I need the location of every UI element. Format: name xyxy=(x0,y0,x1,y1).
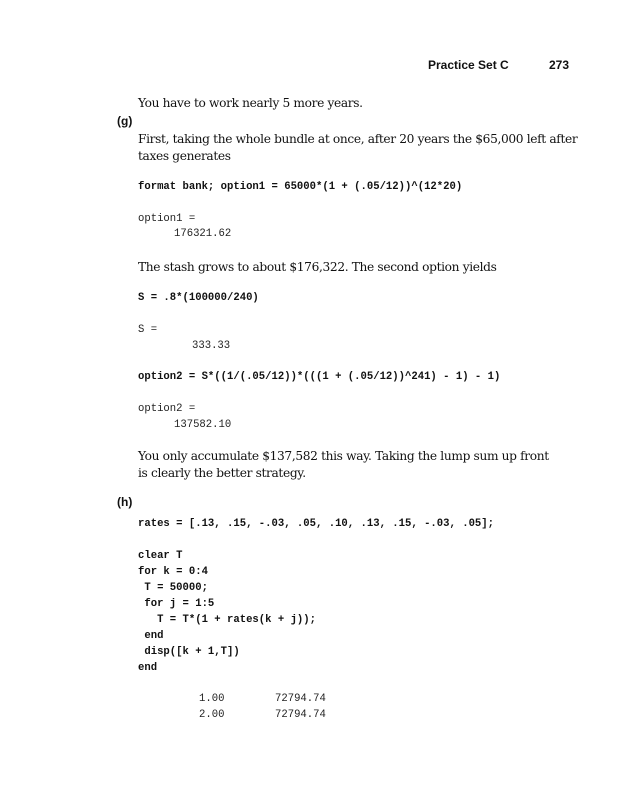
running-head-title: Practice Set C xyxy=(428,58,509,72)
option2-output-label: option2 = xyxy=(138,403,196,415)
loop-code-line: T = T*(1 + rates(k + j)); xyxy=(138,614,317,626)
loop-code-line: for k = 0:4 xyxy=(138,566,208,578)
loop-code-line: disp([k + 1,T]) xyxy=(138,646,240,658)
option2-output-value: 137582.10 xyxy=(174,419,232,431)
page-number: 273 xyxy=(549,58,570,72)
output-row-k: 1.00 xyxy=(199,693,225,705)
s-command: S = .8*(100000/240) xyxy=(138,292,259,304)
stash-sentence: The stash grows to about $176,322. The second option yields xyxy=(138,260,497,274)
part-g-paragraph-line2: taxes generates xyxy=(138,149,231,163)
accumulate-paragraph-line1: You only accumulate $137,582 this way. Taking the lump sum up front xyxy=(138,449,549,463)
loop-code-line: end xyxy=(138,630,164,642)
part-g-paragraph-line1: First, taking the whole bundle at once, after 20 years the $65,000 left after xyxy=(138,132,578,146)
rates-command: rates = [.13, .15, -.03, .05, .10, .13, .15, -.03, .05]; xyxy=(138,518,495,530)
loop-code-line: for j = 1:5 xyxy=(138,598,215,610)
option1-output-value: 176321.62 xyxy=(174,228,232,240)
s-output-label: S = xyxy=(138,324,158,336)
option1-command: format bank; option1 = 65000*(1 + (.05/12))^(12*20) xyxy=(138,181,463,193)
loop-code-line: T = 50000; xyxy=(138,582,208,594)
loop-code-line: end xyxy=(138,662,158,674)
work-more-years-text: You have to work nearly 5 more years. xyxy=(138,96,363,110)
part-h-label: (h) xyxy=(117,495,133,509)
output-row-k: 2.00 xyxy=(199,709,225,721)
option1-output-label: option1 = xyxy=(138,213,196,225)
part-g-label: (g) xyxy=(117,114,133,128)
option2-command: option2 = S*((1/(.05/12))*(((1 + (.05/12))^241) - 1) - 1) xyxy=(138,371,501,383)
output-row-t: 72794.74 xyxy=(275,693,326,705)
s-output-value: 333.33 xyxy=(192,340,231,352)
loop-code-line: clear T xyxy=(138,550,183,562)
output-row-t: 72794.74 xyxy=(275,709,326,721)
accumulate-paragraph-line2: is clearly the better strategy. xyxy=(138,466,306,480)
